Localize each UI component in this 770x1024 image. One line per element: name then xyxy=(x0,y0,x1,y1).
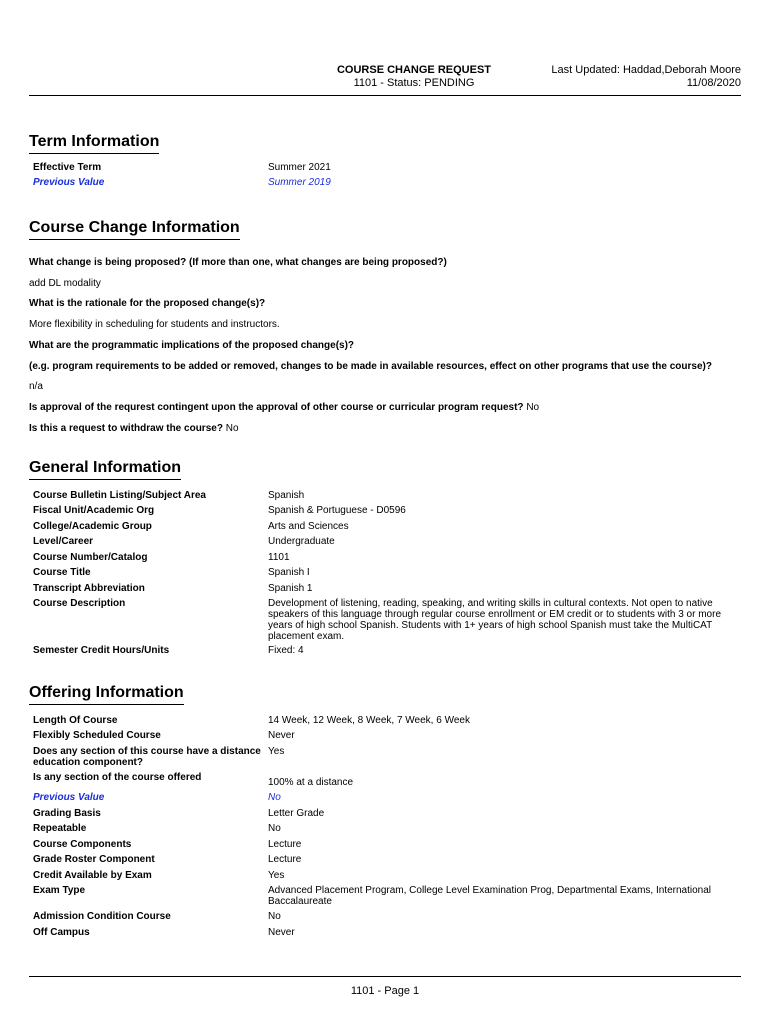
previous-value: Summer 2019 xyxy=(268,177,331,188)
term-label: Effective Term xyxy=(33,162,102,173)
page-header xyxy=(29,64,741,96)
offering-value: Letter Grade xyxy=(268,808,325,819)
offering-label: Grade Roster Component xyxy=(33,854,155,865)
section-title-general: General Information xyxy=(29,459,181,480)
general-value: Fixed: 4 xyxy=(268,645,304,656)
offering-value: Lecture xyxy=(268,854,302,865)
general-label: Level/Career xyxy=(33,536,94,547)
general-value: 1101 xyxy=(268,552,290,563)
question-implications-detail: (e.g. program requirements to be added or removed, changes to be made in available resources, effect on other programs that use the course)? xyxy=(29,361,712,372)
section-title-offering: Offering Information xyxy=(29,684,184,705)
previous-value-label: Previous Value xyxy=(33,792,105,803)
question-withdraw: Is this a request to withdraw the course? xyxy=(29,423,223,434)
answer-withdraw: No xyxy=(225,423,239,434)
general-information-section xyxy=(29,459,741,656)
offering-label: Exam Type xyxy=(33,885,86,896)
general-label: Course Number/Catalog xyxy=(33,552,148,563)
offering-label: Credit Available by Exam xyxy=(33,870,152,881)
general-label: Transcript Abbreviation xyxy=(33,583,145,594)
header-center xyxy=(289,64,539,90)
previous-value-label: Previous Value xyxy=(33,177,105,188)
question-proposed: What change is being proposed? (If more than one, what changes are being proposed?) xyxy=(29,257,447,268)
offering-value: Never xyxy=(268,927,295,938)
offering-label: Course Components xyxy=(33,839,132,850)
general-value: Spanish 1 xyxy=(268,583,313,594)
offering-information-section xyxy=(29,684,741,938)
offering-value: No xyxy=(268,911,281,922)
updated-date: 11/08/2020 xyxy=(686,77,741,89)
offering-label: Grading Basis xyxy=(33,808,101,819)
general-label: Semester Credit Hours/Units xyxy=(33,645,170,656)
question-implications: What are the programmatic implications of the proposed change(s)? xyxy=(29,340,355,351)
header-right xyxy=(551,64,741,90)
general-label: Course Bulletin Listing/Subject Area xyxy=(33,490,206,501)
answer-contingent: No xyxy=(526,402,540,413)
general-value: Spanish & Portuguese - D0596 xyxy=(268,505,406,516)
answer-rationale: More flexibility in scheduling for students and instructors. xyxy=(29,319,280,330)
general-label: College/Academic Group xyxy=(33,521,152,532)
offering-value: No xyxy=(268,823,281,834)
page-number: 1101 - Page 1 xyxy=(350,985,420,997)
offering-value: Advanced Placement Program, College Level Examination Prog, Departmental Exams, International Baccalaureate xyxy=(268,885,712,907)
offering-label: Off Campus xyxy=(33,927,90,938)
section-title-change: Course Change Information xyxy=(29,219,240,240)
offering-label: Is any section of the course offered xyxy=(33,772,202,783)
last-updated: Last Updated: Haddad,Deborah Moore xyxy=(551,64,741,76)
term-value: Summer 2021 xyxy=(268,162,331,173)
offering-value: 100% at a distance xyxy=(268,777,354,788)
offering-label: Admission Condition Course xyxy=(33,911,171,922)
answer-implications: n/a xyxy=(29,381,43,392)
general-value: Undergraduate xyxy=(268,536,335,547)
offering-label: Repeatable xyxy=(33,823,87,834)
general-value: Spanish I xyxy=(268,567,310,578)
offering-value: Yes xyxy=(268,746,285,757)
question-rationale: What is the rationale for the proposed change(s)? xyxy=(29,298,266,309)
answer-proposed: add DL modality xyxy=(29,278,101,289)
offering-label: Does any section of this course have a distance education component? xyxy=(33,746,261,768)
general-label: Course Title xyxy=(33,567,91,578)
general-label: Fiscal Unit/Academic Org xyxy=(33,505,155,516)
general-label: Course Description xyxy=(33,598,126,609)
page-footer xyxy=(29,976,741,997)
offering-value: Yes xyxy=(268,870,285,881)
course-change-section xyxy=(29,219,741,434)
general-value: Spanish xyxy=(268,490,305,501)
section-title-term: Term Information xyxy=(29,133,159,154)
previous-value: No xyxy=(268,792,281,803)
offering-value: 14 Week, 12 Week, 8 Week, 7 Week, 6 Week xyxy=(268,715,470,726)
offering-value: Lecture xyxy=(268,839,302,850)
offering-value: Never xyxy=(268,730,295,741)
term-information-section xyxy=(29,133,741,188)
approval-contingent xyxy=(29,402,539,413)
document-title: COURSE CHANGE REQUEST xyxy=(336,64,492,76)
question-contingent: Is approval of the requrest contingent upon the approval of other course or curricular program request? xyxy=(29,402,524,413)
general-value: Arts and Sciences xyxy=(268,521,349,532)
offering-label: Flexibly Scheduled Course xyxy=(33,730,161,741)
document-status: 1101 - Status: PENDING xyxy=(353,77,475,89)
offering-label: Length Of Course xyxy=(33,715,118,726)
withdraw-request xyxy=(29,423,239,434)
course-description: Development of listening, reading, speaking, and writing skills in cultural contexts. Not open to native speakers of this language through regular course enrollment or EM credit or to students with 3 or more years of high school Spanish. Students with 1+ years of high school Spanish must take the MultiCAT placement exam. xyxy=(268,598,722,642)
